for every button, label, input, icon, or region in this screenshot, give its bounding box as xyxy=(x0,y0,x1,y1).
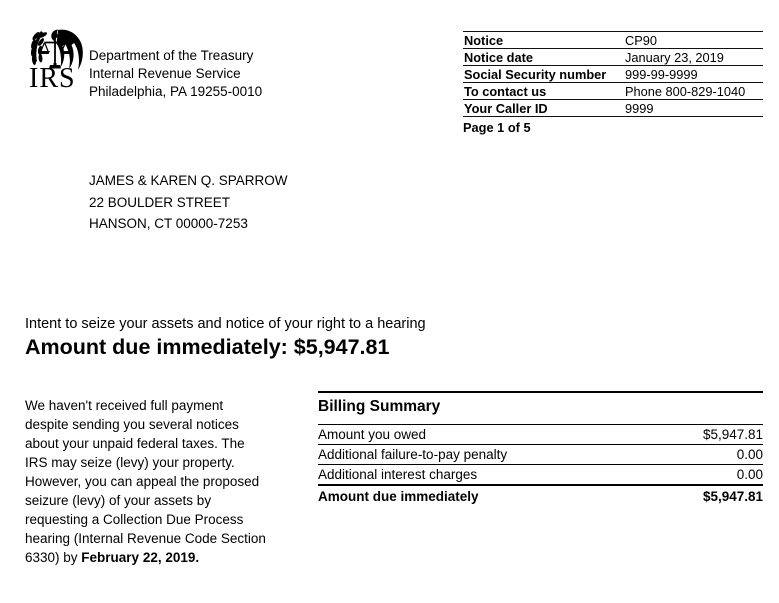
notice-info-label: Notice date xyxy=(464,49,533,65)
billing-row-label: Amount due immediately xyxy=(318,488,479,504)
notice-info-value: 999-99-9999 xyxy=(625,66,698,82)
body-line: hearing (Internal Revenue Code Section xyxy=(25,531,266,546)
notice-info-row xyxy=(463,100,763,117)
body-line: We haven't received full payment xyxy=(25,398,224,413)
body-line: requesting a Collection Due Process xyxy=(25,512,244,527)
notice-info-row xyxy=(463,66,763,83)
notice-info-label: Social Security number xyxy=(464,66,607,82)
notice-info-value: 9999 xyxy=(625,100,654,116)
body-line: about your unpaid federal taxes. The xyxy=(25,436,245,451)
page-indicator: Page 1 of 5 xyxy=(463,120,531,135)
notice-info-label: To contact us xyxy=(464,83,547,99)
agency-line: Philadelphia, PA 19255-0010 xyxy=(89,84,263,100)
notice-info-value: Phone 800-829-1040 xyxy=(625,83,746,99)
agency-address-block xyxy=(89,47,262,102)
deadline-date: February 22, 2019. xyxy=(81,550,200,565)
amount-due-headline: Amount due immediately: $5,947.81 xyxy=(25,335,390,359)
recipient-address-block xyxy=(89,170,288,235)
body-line-prefix: 6330) by xyxy=(25,550,82,565)
notice-body-paragraph xyxy=(25,396,317,567)
body-line: seizure (levy) of your assets by xyxy=(25,493,212,508)
billing-row xyxy=(318,425,763,445)
body-line: despite sending you several notices xyxy=(25,417,239,432)
irs-logo-text: IRS xyxy=(29,63,76,94)
billing-row xyxy=(318,445,763,465)
billing-row-label: Amount you owed xyxy=(318,427,427,442)
billing-total-row xyxy=(318,486,763,506)
billing-row-value: 0.00 xyxy=(736,467,763,482)
notice-info-label: Notice xyxy=(464,32,504,48)
agency-line: Internal Revenue Service xyxy=(89,66,241,82)
recipient-line: HANSON, CT 00000-7253 xyxy=(89,216,248,232)
billing-row-label: Additional interest charges xyxy=(318,467,478,482)
body-line: However, you can appeal the proposed xyxy=(25,474,260,489)
notice-subject-line: Intent to seize your assets and notice of your right to a hearing xyxy=(25,316,426,332)
notice-info-row xyxy=(463,49,763,66)
notice-info-row xyxy=(463,83,763,100)
notice-info-value: CP90 xyxy=(625,32,658,48)
billing-row-value: $5,947.81 xyxy=(702,427,763,442)
recipient-line: JAMES & KAREN Q. SPARROW xyxy=(89,173,288,188)
billing-row xyxy=(318,465,763,486)
notice-info-label: Your Caller ID xyxy=(464,100,548,116)
notice-info-row xyxy=(463,32,763,49)
billing-row-value: 0.00 xyxy=(736,447,763,462)
billing-summary-section xyxy=(318,391,763,506)
billing-row-label: Additional failure-to-pay penalty xyxy=(318,447,508,462)
billing-summary-title: Billing Summary xyxy=(318,393,763,425)
agency-line: Department of the Treasury xyxy=(89,48,254,63)
notice-info-table xyxy=(463,31,763,117)
billing-row-value: $5,947.81 xyxy=(702,488,763,504)
body-line: IRS may seize (levy) your property. xyxy=(25,455,235,470)
body-line xyxy=(25,548,317,567)
recipient-line: 22 BOULDER STREET xyxy=(89,194,231,210)
notice-info-value: January 23, 2019 xyxy=(625,49,724,65)
